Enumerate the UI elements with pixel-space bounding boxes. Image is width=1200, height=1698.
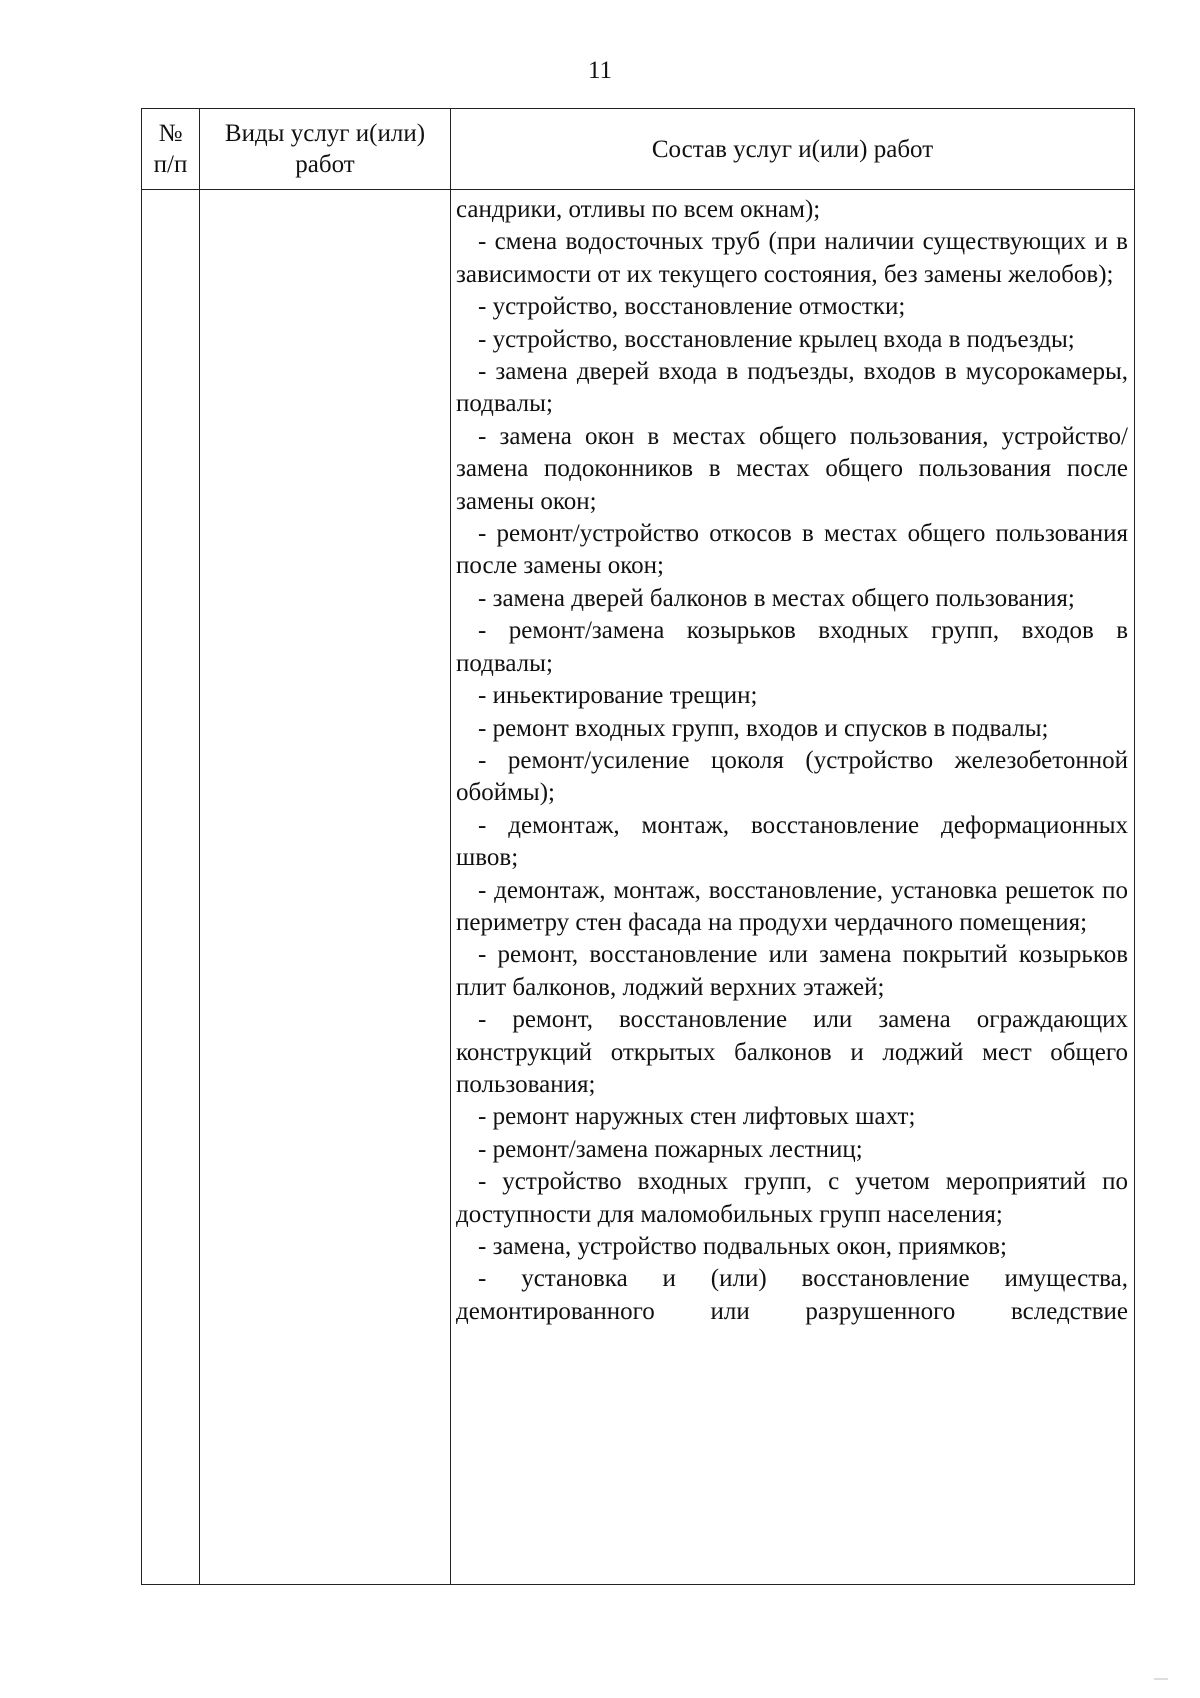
composition-list [451,190,1134,1328]
composition-item: - установка и (или) восстановление имущества, демонтированного или разрушенного вследствие [456,1265,1128,1325]
composition-item: сандрики, отливы по всем окнам); [456,196,821,223]
table-header-row [142,109,1135,190]
header-number [142,109,200,190]
cell-number [142,190,200,1585]
table-row [142,190,1135,1585]
header-number-line2: п/п [153,151,188,178]
composition-item: - смена водосточных труб (при наличии существующих и в зависимости от их текущего состояния, без замены желобов); [456,228,1128,288]
cell-composition [451,190,1135,1585]
composition-item: - демонтаж, монтаж, восстановление деформационных швов; [456,811,1128,872]
composition-item: - устройство, восстановление крылец входа в подъезды; [478,325,1075,353]
composition-item: - замена дверей балконов в местах общего пользования; [478,584,1075,612]
composition-item: - ремонт/устройство откосов в местах общего пользования после замены окон; [456,520,1128,580]
composition-item: - устройство, восстановление отмостки; [478,293,906,321]
composition-item: - ремонт/замена пожарных лестниц; [478,1135,863,1163]
services-table [141,108,1135,1585]
header-number-line1: № [158,120,183,147]
composition-item: - ремонт, восстановление или замена ограждающих конструкций открытых балконов и лоджий мест общего пользования; [456,1006,1128,1098]
composition-item: - ремонт входных групп, входов и спусков в подвалы; [478,714,1049,742]
composition-item: - иньектирование трещин; [478,682,758,710]
composition-item: - демонтаж, монтаж, восстановление, установка решеток по периметру стен фасада на продухи чердачного помещения; [456,876,1128,936]
header-service-kind-line1: Виды услуг и(или) [224,120,426,147]
cell-service-kind [200,190,451,1585]
header-service-kind-line2: работ [295,151,355,178]
scan-artifact [1154,1678,1168,1680]
composition-item: - устройство входных групп, с учетом мероприятий по доступности для маломобильных групп населения; [456,1168,1128,1228]
header-service-kind [200,109,451,190]
composition-item: - ремонт наружных стен лифтовых шахт; [478,1103,916,1131]
header-composition [451,109,1135,190]
composition-item: - ремонт/замена козырьков входных групп, входов в подвалы; [456,617,1128,677]
header-composition-label: Состав услуг и(или) работ [651,135,934,163]
composition-item: - замена окон в местах общего пользования, устройство/замена подоконников в местах общего пользования после замены окон; [456,422,1128,515]
composition-item: - ремонт, восстановление или замена покрытий козырьков плит балконов, лоджий верхних этажей; [456,941,1128,1001]
composition-item: - замена дверей входа в подъезды, входов в мусорокамеры, подвалы; [456,358,1128,418]
page-number: 11 [587,57,613,84]
composition-item: - ремонт/усиление цоколя (устройство железобетонной обоймы); [456,746,1128,807]
composition-item: - замена, устройство подвальных окон, приямков; [478,1233,1007,1260]
